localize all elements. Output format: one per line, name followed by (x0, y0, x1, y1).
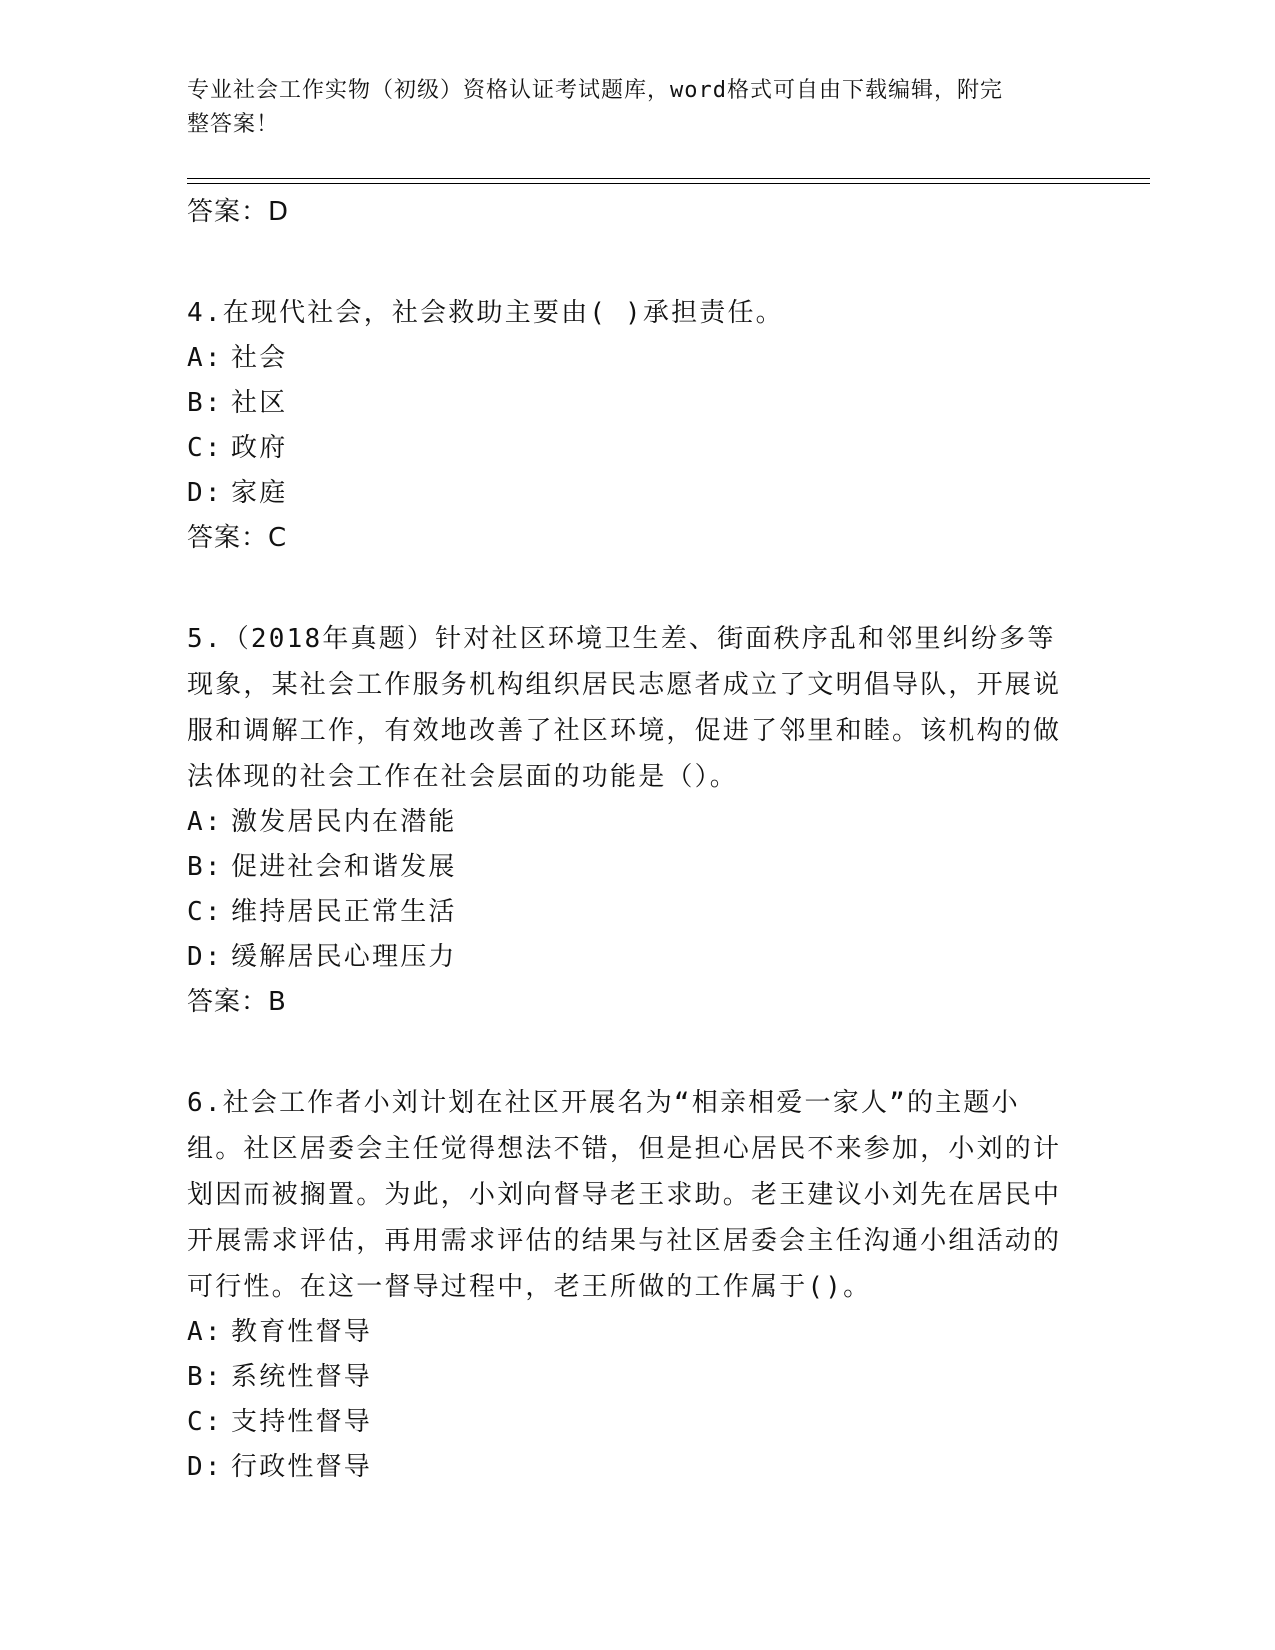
option-b (187, 845, 1067, 890)
option-letter: A: (187, 807, 223, 837)
question-6 (187, 1080, 1067, 1490)
question-5 (187, 616, 1067, 1024)
option-c (187, 426, 1067, 471)
page-header (187, 74, 1067, 142)
option-text: 社区 (231, 388, 288, 418)
option-d (187, 1445, 1067, 1490)
option-letter: B: (187, 1362, 223, 1392)
option-letter: C: (187, 897, 223, 927)
option-d (187, 935, 1067, 980)
option-text: 维持居民正常生活 (231, 897, 457, 927)
option-b (187, 381, 1067, 426)
option-c (187, 1400, 1067, 1445)
option-a (187, 1310, 1067, 1355)
option-letter: C: (187, 1407, 223, 1437)
header-rule-bottom (187, 183, 1150, 184)
option-letter: D: (187, 478, 223, 508)
option-text: 家庭 (231, 478, 288, 508)
spacer (187, 560, 1067, 616)
option-c (187, 890, 1067, 935)
option-letter: A: (187, 343, 223, 373)
question-4 (187, 290, 1067, 560)
option-text: 教育性督导 (231, 1317, 373, 1347)
question-stem: 6.社会工作者小刘计划在社区开展名为“相亲相爱一家人”的主题小组。社区居委会主任觉得想法不错，但是担心居民不来参加，小刘的计划因而被搁置。为此，小刘向督导老王求助。老王建议小刘先在居民中开展需求评估，再用需求评估的结果与社区居委会主任沟通小组活动的可行性。在这一督导过程中，老王所做的工作属于()。 (187, 1088, 1062, 1302)
header-line-1: 专业社会工作实物（初级）资格认证考试题库，word格式可自由下载编辑，附完 (187, 78, 1003, 103)
option-letter: D: (187, 1452, 223, 1482)
option-text: 促进社会和谐发展 (231, 852, 457, 882)
question-stem: 5.（2018年真题）针对社区环境卫生差、街面秩序乱和邻里纠纷多等现象，某社会工作服务机构组织居民志愿者成立了文明倡导队，开展说服和调解工作，有效地改善了社区环境，促进了邻里和睦。该机构的做法体现的社会工作在社会层面的功能是（）。 (187, 624, 1062, 792)
option-a (187, 336, 1067, 381)
question-list (187, 190, 1067, 1490)
option-b (187, 1355, 1067, 1400)
option-text: 政府 (231, 433, 288, 463)
option-letter: C: (187, 433, 223, 463)
option-letter: A: (187, 1317, 223, 1347)
option-text: 缓解居民心理压力 (231, 942, 457, 972)
option-text: 系统性督导 (231, 1362, 373, 1392)
option-letter: B: (187, 852, 223, 882)
option-letter: D: (187, 942, 223, 972)
question-stem: 4.在现代社会，社会救助主要由( )承担责任。 (187, 298, 784, 328)
header-rule-top (187, 178, 1150, 179)
header-line-2: 整答案！ (187, 112, 280, 137)
question-answer: 答案：C (187, 523, 288, 553)
option-text: 社会 (231, 343, 288, 373)
previous-answer: 答案：D (187, 197, 290, 227)
question-answer: 答案：B (187, 987, 287, 1017)
spacer (187, 234, 1067, 290)
option-text: 支持性督导 (231, 1407, 373, 1437)
option-d (187, 471, 1067, 516)
option-a (187, 800, 1067, 845)
option-text: 行政性督导 (231, 1452, 373, 1482)
spacer (187, 1024, 1067, 1080)
option-letter: B: (187, 388, 223, 418)
option-text: 激发居民内在潜能 (231, 807, 457, 837)
